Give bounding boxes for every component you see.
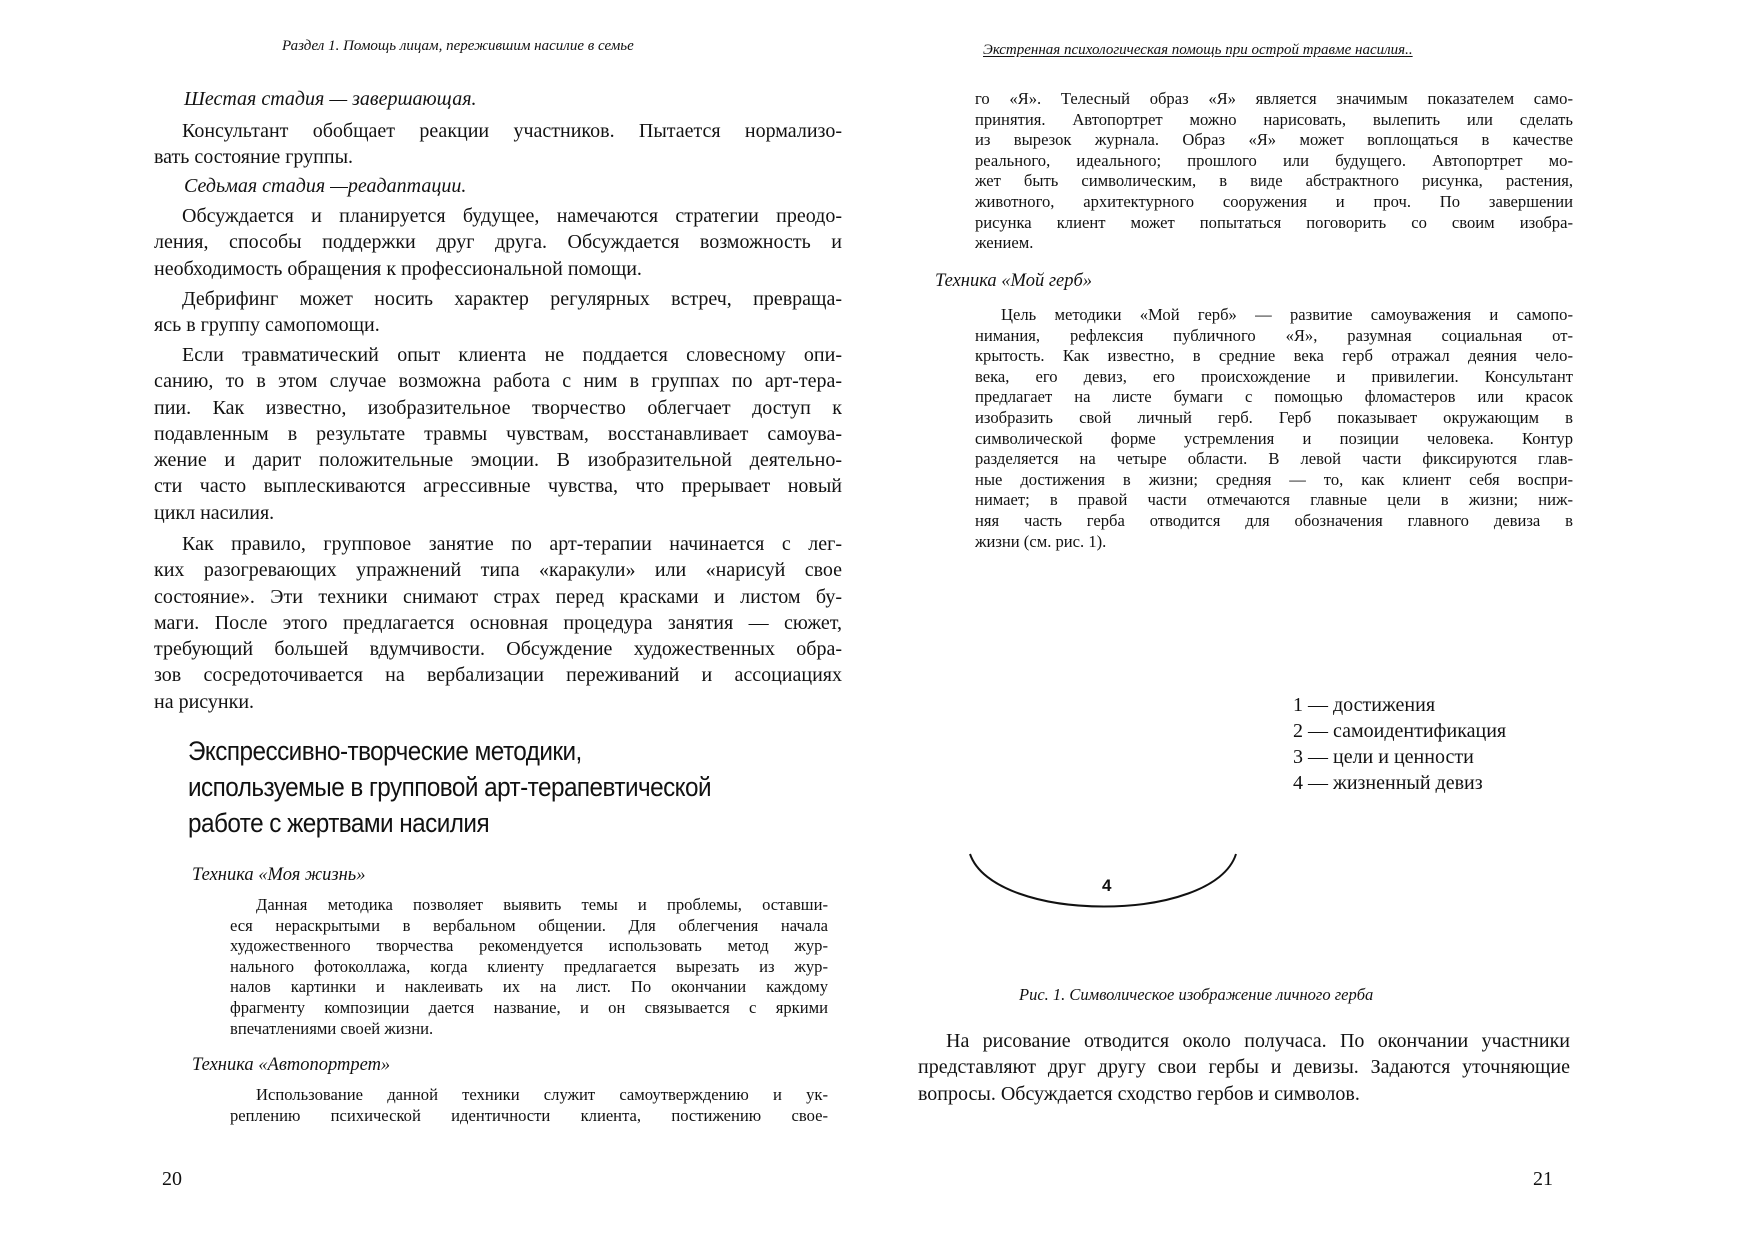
paragraph-line: нального фотоколлажа, когда клиенту предлагается вырезать из жур- (230, 956, 828, 976)
group-session-paragraph (154, 531, 842, 715)
closing-paragraph (918, 1028, 1570, 1107)
paragraph-line: Обсуждается и планируется будущее, намечаются стратегии преодо- (182, 205, 842, 227)
paragraph-line: из вырезок журнала. Образ «Я» может воплощаться в качестве (975, 130, 1573, 150)
section-heading (188, 733, 711, 841)
paragraph-line: жением. (975, 233, 1034, 253)
paragraph-line: маги. После этого предлагается основная процедура занятия — сюжет, (154, 611, 842, 634)
right-page (876, 0, 1753, 1241)
paragraph-line: изобразить свой личный герб. Герб показывает окружающим в (975, 407, 1573, 427)
stage7-title: Седьмая стадия —реадаптации. (184, 175, 467, 197)
stage6-title: Шестая стадия — завершающая. (184, 88, 477, 110)
paragraph-line: требующий большей вдумчивости. Обсуждение художественных обра- (154, 638, 842, 661)
technique-selfportrait-paragraph (230, 1085, 828, 1126)
paragraph-line: рисунка клиент может попытаться поговорить со своим изобра- (975, 212, 1573, 232)
technique-my-life-title: Техника «Моя жизнь» (192, 865, 366, 885)
paragraph-line: принятия. Автопортрет можно нарисовать, вылепить или сделать (975, 109, 1573, 129)
paragraph-line: жет быть символическим, в виде абстрактного рисунка, растения, (975, 171, 1573, 191)
paragraph-line: вать состояние группы. (154, 146, 354, 169)
section-heading-line: Экспрессивно-творческие методики, (188, 736, 582, 766)
running-head-left: Раздел 1. Помощь лицам, пережившим насилие в семье (282, 38, 634, 54)
figure-region-label: 4 (1102, 876, 1112, 895)
paragraph-line: сти часто выплескиваются агрессивные чувства, что прерывает новый (154, 475, 842, 498)
paragraph-line: го «Я». Телесный образ «Я» является значимым показателем само- (975, 89, 1573, 108)
paragraph-line: ные достижения в жизни; средняя — то, как клиент себя воспри- (975, 469, 1573, 489)
page-number-left: 20 (162, 1168, 182, 1190)
paragraph-line: крытость. Как известно, в средние века герб отражал деяния чело- (975, 346, 1573, 366)
paragraph-line: санию, то в этом случае возможна работа с ним в группах по арт-тера- (154, 370, 842, 393)
section-heading-line: работе с жертвами насилия (188, 808, 490, 838)
legend-item: 2 — самоидентификация (1293, 720, 1507, 742)
trauma-paragraph (154, 342, 842, 526)
paragraph-line: реплению психической идентичности клиента, постижению свое- (230, 1105, 828, 1125)
paragraph-line: Как правило, групповое занятие по арт-терапии начинается с лег- (182, 533, 842, 555)
paragraph-line: На рисование отводится около получаса. По окончании участники (946, 1030, 1570, 1052)
paragraph-line: художественного творчества рекомендуется использовать метод жур- (230, 936, 828, 956)
stage7-paragraph (154, 203, 842, 282)
paragraph-line: цикл насилия. (154, 501, 275, 524)
paragraph-line: вопросы. Обсуждается сходство гербов и символов. (918, 1082, 1360, 1105)
paragraph-line: налов картинки и наклеивать их на лист. По окончании каждому (230, 977, 828, 997)
paragraph-line: жение и дарит положительные эмоции. В изобразительной деятельно- (154, 449, 842, 472)
paragraph-line: пии. Как известно, изобразительное творчество облегчает доступ к (154, 396, 842, 419)
figure-legend (1293, 692, 1506, 796)
paragraph-line: жизни (см. рис. 1). (975, 531, 1107, 551)
paragraph-line: Использование данной техники служит самоутверждению и ук- (256, 1085, 828, 1104)
paragraph-line: Если травматический опыт клиента не поддается словесному опи- (182, 344, 842, 366)
paragraph-line: века, его девиз, его происхождение и привилегии. Консультант (975, 366, 1573, 386)
paragraph-line: няя часть герба отводится для обозначения главного девиза в (975, 510, 1573, 530)
paragraph-line: на рисунки. (154, 690, 255, 713)
paragraph-line: реального, идеального; прошлого или будущего. Автопортрет мо- (975, 150, 1573, 170)
paragraph-line: символической форме устремления и позиции человека. Контур (975, 428, 1573, 448)
paragraph-line: еся нераскрытыми в вербальном общении. Для облегчения начала (230, 915, 828, 935)
technique-selfportrait-title: Техника «Автопортрет» (192, 1055, 391, 1075)
paragraph-line: нимания, рефлексия публичного «Я», разумная социальная от- (975, 325, 1573, 345)
technique-coat-of-arms-paragraph (975, 305, 1573, 552)
running-head-right: Экстренная психологическая помощь при острой травме насилия.. (983, 42, 1413, 58)
section-heading-line: используемые в групповой арт-терапевтической (188, 772, 712, 802)
paragraph-line: впечатлениями своей жизни. (230, 1018, 434, 1038)
paragraph-line: Консультант обобщает реакции участников. Пытается нормализо- (182, 120, 842, 142)
paragraph-line: зов сосредоточивается на вербализации переживаний и ассоциациях (154, 664, 842, 687)
paragraph-line: состояние». Эти техники снимают страх перед красками и листом бу- (154, 585, 842, 608)
paragraph-line: животного, архитектурного сооружения и проч. По завершении (975, 191, 1573, 211)
legend-item: 3 — цели и ценности (1293, 746, 1474, 768)
paragraph-line: разделяется на четыре области. В левой части фиксируются глав- (975, 449, 1573, 469)
paragraph-line: необходимость обращения к профессиональной помощи. (154, 257, 642, 280)
technique-my-life-paragraph (230, 895, 828, 1039)
paragraph-line: представляют друг другу свои гербы и девизы. Задаются уточняющие (918, 1056, 1570, 1079)
paragraph-line: нимает; в правой части отмечаются главные цели в жизни; ниж- (975, 490, 1573, 510)
legend-item: 4 — жизненный девиз (1293, 772, 1483, 794)
technique-coat-of-arms-title: Техника «Мой герб» (935, 271, 1093, 291)
paragraph-line: подавленным в результате травмы чувствам, восстанавливает самоува- (154, 422, 842, 445)
left-page (0, 0, 876, 1241)
legend-item: 1 — достижения (1293, 694, 1436, 716)
selfportrait-continued-paragraph (975, 89, 1573, 254)
stage6-paragraph (154, 118, 842, 171)
paragraph-line: Дебрифинг может носить характер регулярных встреч, превраща- (182, 288, 842, 310)
page-number-right: 21 (1533, 1168, 1553, 1190)
paragraph-line: Данная методика позволяет выявить темы и проблемы, оставши- (256, 895, 828, 914)
paragraph-line: ких разогревающих упражнений типа «каракули» или «нарисуй свое (154, 559, 842, 582)
paragraph-line: предлагает на листе бумаги с помощью фломастеров или красок (975, 387, 1573, 407)
paragraph-line: фрагменту композиции дается название, и он связывается с яркими (230, 997, 828, 1017)
debriefing-paragraph (154, 286, 842, 339)
figure-caption: Рис. 1. Символическое изображение личного герба (1019, 985, 1374, 1004)
paragraph-line: Цель методики «Мой герб» — развитие самоуважения и самопо- (1001, 305, 1573, 324)
paragraph-line: ясь в группу самопомощи. (154, 314, 380, 337)
paragraph-line: ления, способы поддержки друг друга. Обсуждается возможность и (154, 231, 842, 254)
